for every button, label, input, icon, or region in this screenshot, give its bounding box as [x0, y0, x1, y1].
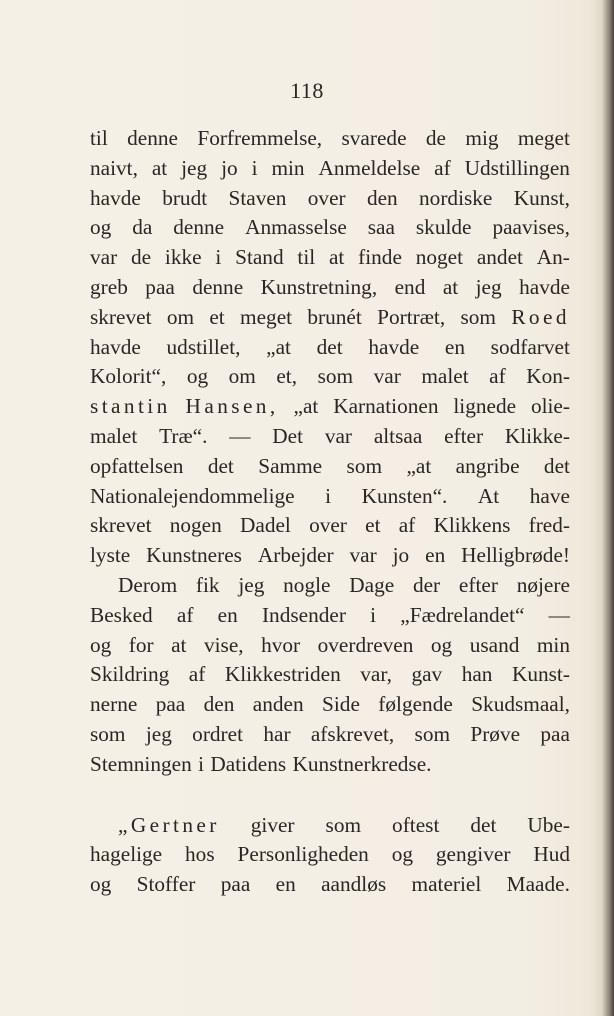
- page-number: 118: [290, 78, 324, 103]
- word: ikke: [164, 245, 202, 270]
- word: af: [489, 364, 506, 389]
- word: paa: [145, 274, 175, 299]
- text-line: [90, 154, 570, 184]
- word: i: [325, 483, 332, 508]
- word: Stemningen: [90, 751, 192, 776]
- word: Prøve: [470, 721, 521, 746]
- word: jo: [392, 543, 410, 568]
- word: meget: [517, 126, 570, 150]
- word: var,: [360, 662, 392, 687]
- word: at: [171, 632, 187, 657]
- word: Karnationen: [333, 394, 439, 419]
- word: et: [209, 304, 225, 329]
- word: aandløs: [321, 872, 387, 897]
- word: denne: [192, 274, 244, 299]
- text-line: [90, 811, 570, 841]
- word: over: [307, 185, 346, 210]
- word: af: [176, 602, 194, 627]
- word: Kunst,: [513, 185, 570, 210]
- word: „at: [406, 453, 432, 478]
- word: at: [151, 155, 168, 180]
- word: har: [263, 721, 291, 746]
- word: Anmasselse: [245, 215, 347, 240]
- word: og: [90, 215, 112, 240]
- text-line: [90, 422, 570, 452]
- word: en: [425, 543, 446, 568]
- word: min: [271, 155, 305, 180]
- word: en: [217, 602, 238, 627]
- word: hagelige: [90, 842, 163, 867]
- word: „at: [293, 394, 319, 419]
- word: naivt,: [90, 155, 138, 180]
- word: brunét: [307, 304, 362, 329]
- word: jeg: [238, 572, 265, 597]
- word: skrevet: [90, 304, 152, 329]
- text-line: [90, 541, 570, 571]
- word: Anmeldelse: [318, 155, 421, 180]
- word: paa: [155, 692, 186, 717]
- word: Hansen,: [185, 394, 279, 419]
- text-line: [90, 124, 570, 154]
- word: Klikke-: [504, 423, 570, 448]
- word: vise,: [203, 632, 244, 657]
- word: An-: [536, 245, 570, 270]
- text-line: [90, 750, 570, 780]
- word: Samme: [258, 453, 323, 478]
- word: et: [365, 513, 381, 538]
- text-line: [90, 571, 570, 601]
- word: det: [316, 334, 343, 359]
- word: Stoffer: [136, 872, 196, 897]
- word: at: [328, 245, 345, 270]
- word: som: [90, 721, 126, 746]
- word: som: [325, 812, 362, 837]
- word: og: [90, 872, 112, 897]
- word: paavises,: [492, 215, 570, 240]
- word: for: [128, 632, 154, 657]
- word: noget: [415, 245, 464, 270]
- text-line: [90, 631, 570, 661]
- word: —: [548, 602, 570, 627]
- word: var: [349, 543, 377, 568]
- word: Besked: [90, 602, 153, 627]
- word: Helligbrøde!: [461, 543, 570, 568]
- text-line: [90, 184, 570, 214]
- word: Roed: [511, 304, 570, 329]
- word: over: [309, 513, 347, 538]
- word: Kon-: [526, 364, 570, 389]
- word: saa: [367, 215, 395, 240]
- word: Klikkestriden: [224, 662, 341, 687]
- word: paa: [220, 872, 251, 897]
- word: have: [529, 483, 570, 508]
- word: det: [470, 812, 497, 837]
- word: Staven: [228, 185, 287, 210]
- text-line: [90, 362, 570, 392]
- text-line: [90, 303, 570, 333]
- word: en: [444, 334, 465, 359]
- binding-shadow: [592, 0, 614, 1016]
- word: Stand: [235, 245, 284, 270]
- text-line: [90, 690, 570, 720]
- word: nerne: [90, 692, 138, 717]
- word: brudt: [162, 185, 208, 210]
- word: ordret: [192, 721, 244, 746]
- word: den: [203, 692, 235, 717]
- word: af: [188, 662, 206, 687]
- word: materiel: [411, 872, 482, 897]
- word: Kunstnerkredse.: [292, 751, 432, 776]
- word: jo: [221, 155, 238, 180]
- word: jeg: [145, 721, 172, 746]
- word: der: [412, 572, 441, 597]
- text-line: [90, 601, 570, 631]
- word: i: [251, 155, 258, 180]
- word: „Gertner: [118, 812, 220, 837]
- word: og: [430, 632, 453, 657]
- word: lyste: [90, 543, 131, 568]
- word: efter: [458, 572, 498, 597]
- word: Klikkens: [433, 513, 511, 538]
- word: da: [132, 215, 153, 240]
- word: greb: [90, 274, 128, 299]
- word: havde: [519, 274, 570, 299]
- word: Kunstretning,: [260, 274, 378, 299]
- word: olie-: [530, 394, 570, 419]
- word: angribe: [455, 453, 520, 478]
- word: af: [398, 513, 416, 538]
- word: Dage: [349, 572, 395, 597]
- word: Træ“.: [159, 423, 208, 448]
- body-text: [90, 124, 570, 900]
- word: som: [460, 304, 496, 329]
- word: en: [275, 872, 296, 897]
- word: var: [324, 423, 353, 448]
- word: finde: [358, 245, 402, 270]
- word: et,: [276, 364, 298, 389]
- word: stantin: [90, 394, 171, 419]
- word: som: [346, 453, 383, 478]
- word: hvor: [261, 632, 301, 657]
- word: andet: [476, 245, 523, 270]
- word: paa: [540, 721, 570, 746]
- word: skrevet: [90, 513, 152, 538]
- word: Hud: [533, 842, 570, 867]
- word: overdreven: [317, 632, 414, 657]
- word: havde: [90, 185, 141, 210]
- word: havde: [90, 334, 141, 359]
- word: malet: [421, 364, 469, 389]
- word: afskrevet,: [310, 721, 395, 746]
- word: Side: [322, 692, 360, 717]
- text-line: [90, 333, 570, 363]
- word: og: [186, 364, 209, 389]
- word: Det: [272, 423, 304, 448]
- word: Udstillingen: [464, 155, 570, 180]
- word: opfattelsen: [90, 453, 184, 478]
- word: „Fædrelandet“: [400, 602, 525, 627]
- paragraph-gap: [90, 780, 570, 811]
- word: Skildring: [90, 662, 170, 687]
- word: Dadel: [239, 513, 291, 538]
- word: udstillet,: [166, 334, 241, 359]
- word: af: [434, 155, 451, 180]
- text-line: [90, 720, 570, 750]
- word: giver: [250, 812, 295, 837]
- word: Ube-: [527, 812, 570, 837]
- text-line: [90, 273, 570, 303]
- text-line: [90, 660, 570, 690]
- word: de: [425, 126, 447, 150]
- word: Datidens: [210, 751, 287, 776]
- word: havde: [368, 334, 420, 359]
- word: følgende: [378, 692, 453, 717]
- word: i: [370, 602, 377, 627]
- word: at: [442, 274, 459, 299]
- word: de: [131, 245, 152, 270]
- word: som: [414, 721, 451, 746]
- text-line: [90, 452, 570, 482]
- word: Kunst-: [511, 662, 570, 687]
- word: Portræt,: [377, 304, 446, 329]
- word: fik: [195, 572, 220, 597]
- word: han: [461, 662, 493, 687]
- word: og: [391, 842, 414, 867]
- word: usand: [469, 632, 520, 657]
- word: jeg: [475, 274, 502, 299]
- word: Forfremmelse,: [197, 126, 323, 150]
- word: —: [229, 423, 251, 448]
- text-line: [90, 870, 570, 900]
- word: hos: [185, 842, 215, 867]
- text-line: [90, 243, 570, 273]
- word: altsaa: [373, 423, 423, 448]
- word: det: [207, 453, 234, 478]
- word: til: [90, 126, 108, 150]
- word: meget: [240, 304, 293, 329]
- word: sodfarvet: [490, 334, 570, 359]
- word: som: [317, 364, 354, 389]
- word: svarede: [341, 126, 407, 150]
- word: var: [373, 364, 401, 389]
- text-line: [90, 392, 570, 422]
- text-line: [90, 840, 570, 870]
- word: det: [543, 453, 570, 478]
- word: i: [198, 751, 205, 776]
- word: den: [366, 185, 398, 210]
- text-line: [90, 482, 570, 512]
- word: og: [90, 632, 112, 657]
- word: Kolorit“,: [90, 364, 167, 389]
- word: denne: [173, 215, 225, 240]
- word: gav: [411, 662, 443, 687]
- word: nøjere: [516, 572, 570, 597]
- word: Derom: [118, 572, 178, 597]
- word: min: [536, 632, 570, 657]
- word: Kunstneres: [146, 543, 242, 568]
- word: oftest: [392, 812, 440, 837]
- text-line: [90, 213, 570, 243]
- word: „at: [266, 334, 291, 359]
- word: nordiske: [419, 185, 493, 210]
- word: end: [394, 274, 426, 299]
- word: til: [297, 245, 316, 270]
- text-line: [90, 511, 570, 541]
- word: mig: [465, 126, 499, 150]
- word: i: [215, 245, 222, 270]
- word: Skudsmaal,: [471, 692, 570, 717]
- word: malet: [90, 423, 138, 448]
- word: nogen: [169, 513, 222, 538]
- word: efter: [444, 423, 484, 448]
- word: var: [90, 245, 118, 270]
- word: gengiver: [435, 842, 511, 867]
- word: Personligheden: [237, 842, 369, 867]
- word: At: [477, 483, 500, 508]
- word: om: [228, 364, 256, 389]
- word: skulde: [415, 215, 472, 240]
- word: nogle: [283, 572, 331, 597]
- word: Kunsten“.: [361, 483, 448, 508]
- word: denne: [127, 126, 178, 150]
- word: fred-: [528, 513, 570, 538]
- word: Nationalejendommelige: [90, 483, 295, 508]
- word: Arbejder: [257, 543, 334, 568]
- word: lignede: [453, 394, 517, 419]
- word: jeg: [181, 155, 208, 180]
- word: Maade.: [506, 872, 570, 897]
- word: anden: [252, 692, 304, 717]
- word: om: [166, 304, 195, 329]
- word: Indsender: [261, 602, 346, 627]
